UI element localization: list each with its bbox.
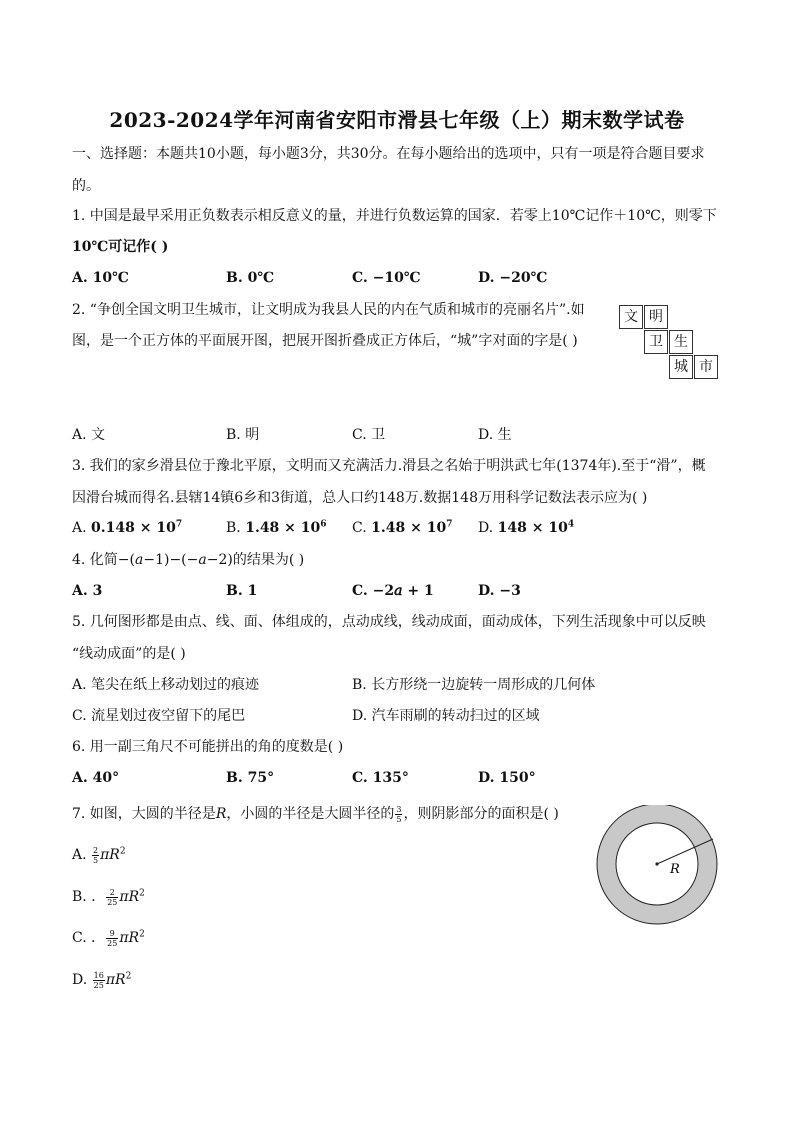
q2-stem-line2: 图，是一个正方体的平面展开图，把展开图折叠成正方体后，“城”字对面的字是( ) (72, 333, 578, 349)
q1-option-b: B. 0℃ (226, 270, 275, 286)
page-title: 2023-2024学年河南省安阳市滑县七年级（上）期末数学试卷 (109, 108, 685, 132)
q4-stem: 4. 化简−(𝑎−1)−(−𝑎−2)的结果为( ) (72, 552, 305, 568)
section-heading-line1: 一、选择题：本题共10小题，每小题3分，共30分。在每小题给出的选项中，只有一项是符合题目要求 (72, 146, 705, 162)
q6-option-a: A. 40° (72, 770, 120, 786)
net-cell-cheng: 城 (669, 355, 693, 379)
q1-option-c: C. −10℃ (352, 270, 421, 286)
q7-fraction: $\frac{3}{5}$ (396, 804, 402, 824)
q1-stem-line1: 1. 中国是最早采用正负数表示相反意义的量，并进行负数运算的国家．若零上10℃记作＋10℃，则零下 (72, 208, 717, 224)
q5-option-b: B. 长方形绕一边旋转一周形成的几何体 (352, 677, 596, 693)
net-cell-shi: 市 (694, 355, 718, 379)
q1-option-d: D. −20℃ (478, 270, 548, 286)
q2-option-a: A. 文 (72, 427, 106, 443)
net-cell-wen: 文 (619, 305, 643, 329)
q3-option-d: D. $148 \times 10^4$ (478, 519, 575, 536)
q5-stem-line1: 5. 几何图形都是由点、线、面、体组成的，点动成线，线动成面，面动成体，下列生活现象中可以反映 (72, 614, 706, 630)
center-dot (655, 862, 658, 865)
annulus-figure (596, 805, 720, 929)
q1-option-a: A. 10℃ (72, 270, 129, 286)
q3-option-b: B. $1.48 \times 10^6$ (226, 519, 327, 536)
q6-option-b: B. 75° (226, 770, 275, 786)
q3-stem-line2: 因滑台城而得名.县辖14镇6乡和3街道，总人口约148万.数据148万用科学记数法表示应为( ) (72, 490, 648, 506)
q5-option-a: A. 笔尖在纸上移动划过的痕迹 (72, 677, 260, 693)
q1-stem-line2: 10℃可记作( ) (72, 239, 169, 255)
net-cell-wei: 卫 (644, 330, 668, 354)
q6-option-d: D. 150° (478, 770, 536, 786)
q3-option-c: C. $1.48 \times 10^7$ (352, 519, 453, 536)
q7-option-b: B. ． $\frac{2}{25}$ π𝑅$^2$ (72, 887, 145, 907)
section-heading-line2: 的。 (72, 178, 100, 194)
q4-option-a: A. 3 (72, 583, 103, 599)
q3-option-a: A. $0.148 \times 10^7$ (72, 519, 183, 536)
q2-stem-line1: 2. “争创全国文明卫生城市，让文明成为我县人民的内在气质和城市的亮丽名片”.如 (72, 302, 585, 318)
q5-option-c: C. 流星划过夜空留下的尾巴 (72, 708, 246, 724)
q5-option-d: D. 汽车雨刷的转动扫过的区域 (352, 708, 540, 724)
q4-option-c: C. −2𝑎 + 1 (352, 583, 434, 599)
cube-net-figure (619, 305, 719, 380)
q6-option-c: C. 135° (352, 770, 409, 786)
q4-option-b: B. 1 (226, 583, 258, 599)
q2-option-c: C. 卫 (352, 427, 386, 443)
q7-option-a: A. $\frac{2}{5}$ π𝑅$^2$ (72, 845, 126, 865)
q7-option-c: C. ． $\frac{9}{25}$ π𝑅$^2$ (72, 928, 145, 948)
net-cell-ming: 明 (644, 305, 668, 329)
q4-option-d: D. −3 (478, 583, 521, 599)
q7-option-d: D. $\frac{16}{25}$ π𝑅$^2$ (72, 970, 132, 990)
q2-option-b: B. 明 (226, 427, 260, 443)
q7-stem: 7. 如图，大圆的半径是𝑅，小圆的半径是大圆半径的 $\frac{3}{5}$ ，则阴影部分的面积是( ) (72, 804, 559, 824)
radius-label: R (670, 862, 680, 877)
q5-stem-line2: “线动成面”的是( ) (72, 646, 186, 662)
net-cell-sheng: 生 (669, 330, 693, 354)
q6-stem: 6. 用一副三角尺不可能拼出的角的度数是( ) (72, 739, 344, 755)
q3-stem-line1: 3. 我们的家乡滑县位于豫北平原，文明而又充满活力.滑县之名始于明洪武七年(1374年).至于“滑”，概 (72, 458, 706, 474)
q2-option-d: D. 生 (478, 427, 512, 443)
